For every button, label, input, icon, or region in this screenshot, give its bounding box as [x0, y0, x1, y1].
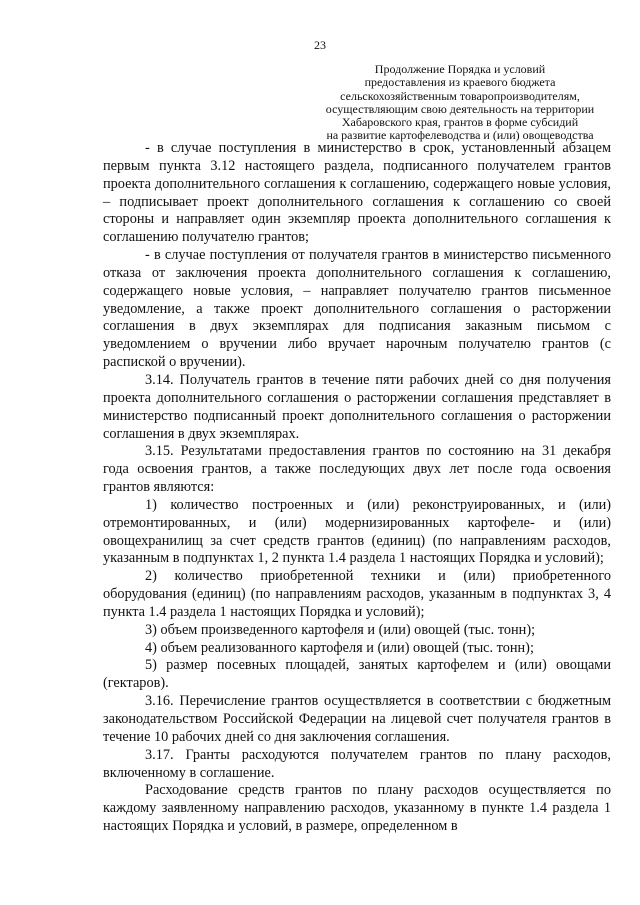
- header-line: Хабаровского края, грантов в форме субсидий: [341, 115, 579, 130]
- paragraph: 3.17. Гранты расходуются получателем грантов по плану расходов, включенному в соглашение.: [103, 746, 611, 781]
- header-line: сельскохозяйственным товаропроизводителям,: [340, 88, 580, 103]
- header-line: осуществляющим свою деятельность на территории: [325, 101, 595, 116]
- paragraph: - в случае поступления в министерство в срок, установленный абзацем первым пункта 3.12 настоящего раздела, подписанного получателем грантов проекта дополнительного соглашения к соглашению, содержащего новые условия, – подписывает проект дополнительного соглашения к соглашению со своей стороны и направляет один экземпляр проекта дополнительного соглашения к соглашению получателю грантов;: [103, 140, 611, 246]
- page-number: 23: [314, 38, 326, 52]
- list-item: 3) объем произведенного картофеля и (или) овощей (тыс. тонн);: [145, 621, 536, 638]
- list-item: 4) объем реализованного картофеля и (или) овощей (тыс. тонн);: [145, 639, 534, 656]
- header-line: на развитие картофелеводства и (или) овощеводства: [326, 128, 594, 143]
- list-item: 1) количество построенных и (или) реконструированных, и (или) отремонтированных, и (или) модернизированных картофеле- и (или) овощехранилищ за счет средств грантов (единиц) (по направлениям расходов, указанным в подпунктах 1, 2 пункта 1.4 раздела 1 настоящих Порядка и условий);: [103, 496, 611, 567]
- document-header: [306, 63, 614, 143]
- document-body: [103, 140, 611, 836]
- header-line: предоставления из краевого бюджета: [364, 75, 556, 90]
- list-item: 2) количество приобретенной техники и (или) приобретенного оборудования (единиц) (по направлениям расходов, указанным в подпунктах 3, 4 пункта 1.4 раздела 1 настоящих Порядка и условий);: [103, 568, 611, 620]
- paragraph: 3.15. Результатами предоставления грантов по состоянию на 31 декабря года освоения грантов, а также последующих двух лет после года освоения грантов являются:: [103, 443, 611, 496]
- paragraph: - в случае поступления от получателя грантов в министерство письменного отказа от заключения проекта дополнительного соглашения к соглашению, содержащего новые условия, – направляет получателю грантов письменное уведомление, а также проект дополнительного соглашения о расторжении соглашения в двух экземплярах для подписания заказным письмом с уведомлением о вручении либо вручает нарочным получателю грантов (с распиской о вручении).: [103, 247, 611, 371]
- header-line: Продолжение Порядка и условий: [374, 62, 546, 76]
- paragraph: 3.16. Перечисление грантов осуществляется в соответствии с бюджетным законодательством Российской Федерации на лицевой счет получателя грантов в течение 10 рабочих дней со дня заключения соглашения.: [103, 693, 611, 745]
- paragraph: Расходование средств грантов по плану расходов осуществляется по каждому заявленному направлению расходов, указанному в пункте 1.4 раздела 1 настоящих Порядка и условий, в размере, определенном в: [103, 782, 611, 835]
- paragraph: 3.14. Получатель грантов в течение пяти рабочих дней со дня получения проекта дополнительного соглашения о расторжении соглашения представляет в министерство подписанный проект дополнительного соглашения о расторжении соглашения в двух экземплярах.: [103, 371, 611, 442]
- list-item: 5) размер посевных площадей, занятых картофелем и (или) овощами (гектаров).: [103, 657, 611, 692]
